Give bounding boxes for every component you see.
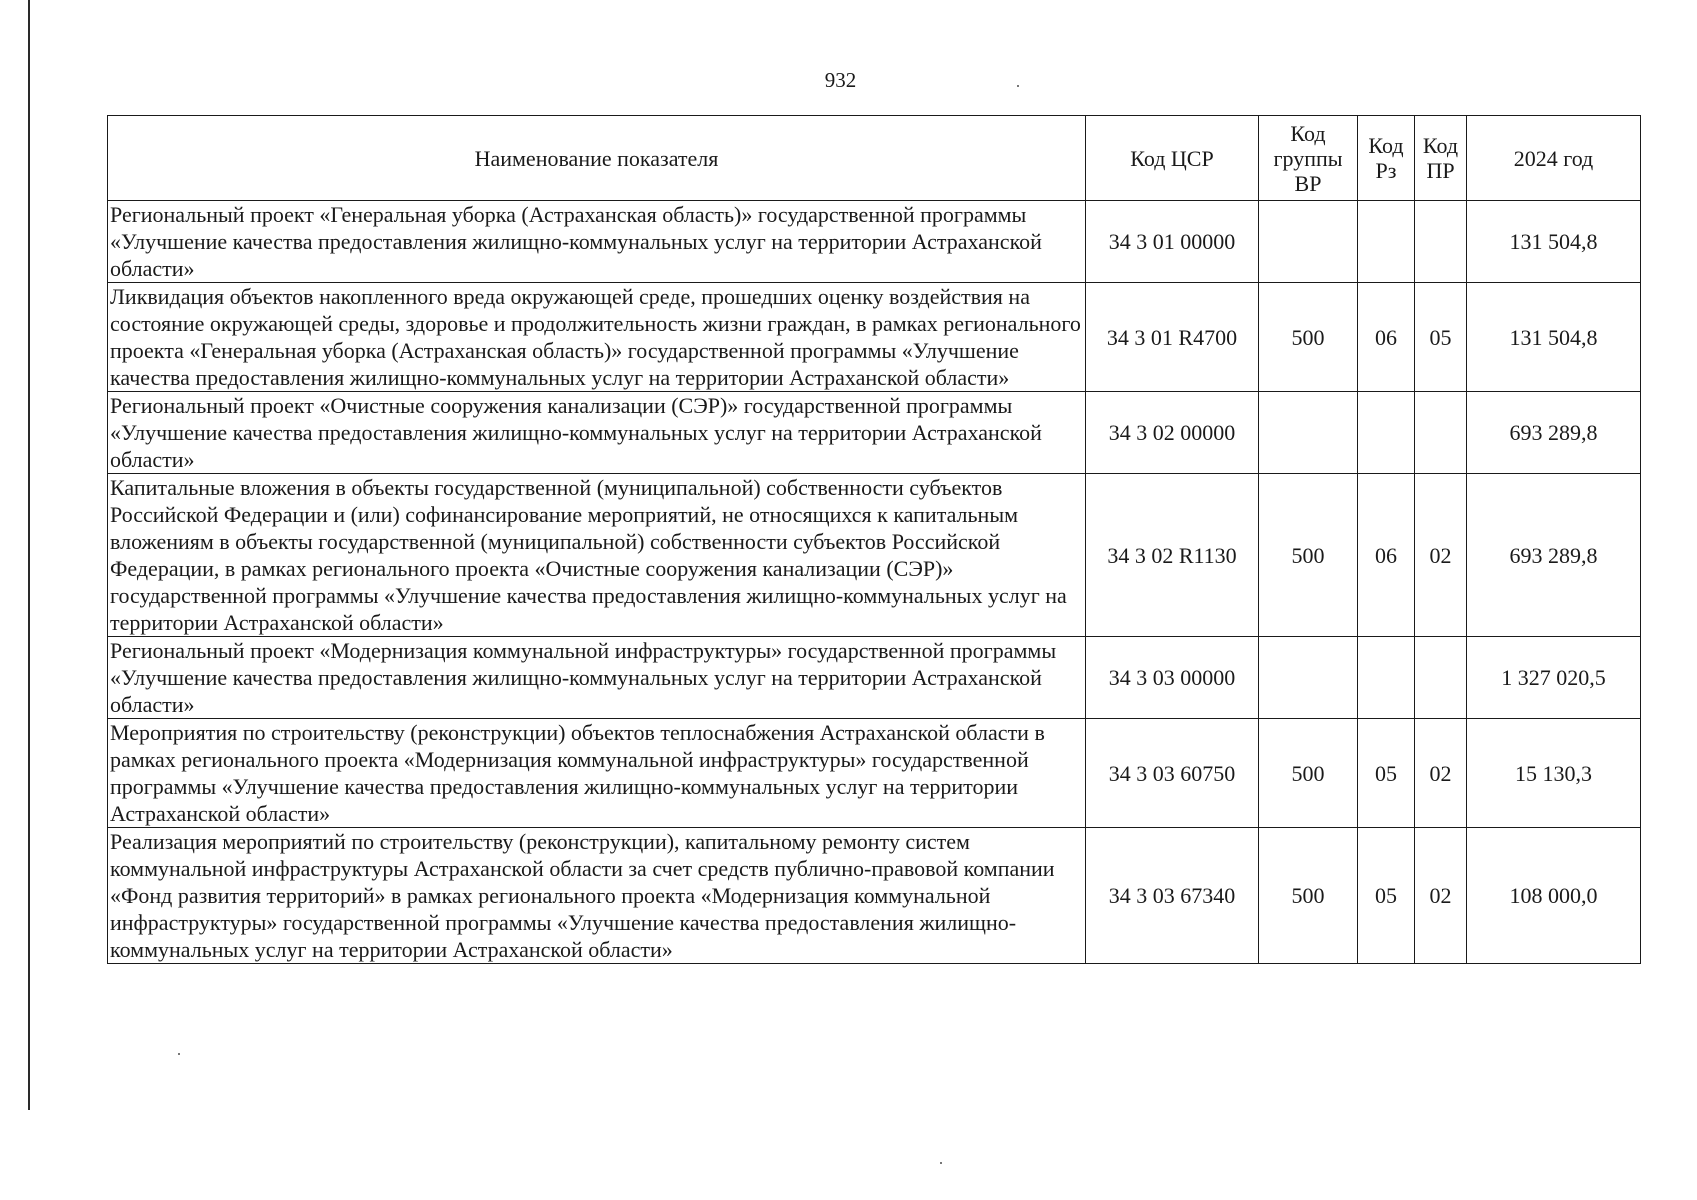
row-pr xyxy=(1415,392,1467,474)
table-row xyxy=(108,828,1641,964)
row-amount: 131 504,8 xyxy=(1467,283,1641,392)
table-row xyxy=(108,719,1641,828)
row-csr: 34 3 01 R4700 xyxy=(1086,283,1259,392)
table-row xyxy=(108,637,1641,719)
page-number: 932 xyxy=(824,68,857,92)
row-amount: 693 289,8 xyxy=(1467,392,1641,474)
budget-table xyxy=(107,115,1641,964)
header-year: 2024 год xyxy=(1467,116,1641,201)
scan-speck xyxy=(940,1162,942,1164)
row-csr: 34 3 03 60750 xyxy=(1086,719,1259,828)
row-csr: 34 3 02 R1130 xyxy=(1086,474,1259,637)
row-vr xyxy=(1259,201,1358,283)
row-rz: 05 xyxy=(1358,719,1415,828)
row-pr xyxy=(1415,637,1467,719)
row-csr: 34 3 03 67340 xyxy=(1086,828,1259,964)
row-amount: 15 130,3 xyxy=(1467,719,1641,828)
row-amount: 108 000,0 xyxy=(1467,828,1641,964)
row-rz: 06 xyxy=(1358,474,1415,637)
row-name: Региональный проект «Модернизация коммунальной инфраструктуры» государственной программы «Улучшение качества предоставления жилищно-коммунальных услуг на территории Астраханской области» xyxy=(108,637,1086,719)
header-name: Наименование показателя xyxy=(108,116,1086,201)
row-vr: 500 xyxy=(1259,474,1358,637)
row-pr: 02 xyxy=(1415,719,1467,828)
header-rz: Код Рз xyxy=(1358,116,1415,201)
row-pr: 05 xyxy=(1415,283,1467,392)
scan-edge-line xyxy=(28,0,30,1110)
row-csr: 34 3 02 00000 xyxy=(1086,392,1259,474)
table-header-row xyxy=(108,116,1641,201)
row-vr: 500 xyxy=(1259,719,1358,828)
row-name: Региональный проект «Генеральная уборка (Астраханская область)» государственной программы «Улучшение качества предоставления жилищно-коммунальных услуг на территории Астраханской области» xyxy=(108,201,1086,283)
table-row xyxy=(108,283,1641,392)
row-csr: 34 3 03 00000 xyxy=(1086,637,1259,719)
row-amount: 131 504,8 xyxy=(1467,201,1641,283)
row-vr xyxy=(1259,637,1358,719)
row-name: Ликвидация объектов накопленного вреда окружающей среде, прошедших оценку воздействия на состояние окружающей среды, здоровье и продолжительность жизни граждан, в рамках регионального проекта «Генеральная уборка (Астраханская область)» государственной программы «Улучшение качества предоставления жилищно-коммунальных услуг на территории Астраханской области» xyxy=(108,283,1086,392)
row-rz xyxy=(1358,637,1415,719)
row-pr: 02 xyxy=(1415,828,1467,964)
table-row xyxy=(108,392,1641,474)
row-amount: 693 289,8 xyxy=(1467,474,1641,637)
row-name: Мероприятия по строительству (реконструкции) объектов теплоснабжения Астраханской области в рамках регионального проекта «Модернизация коммунальной инфраструктуры» государственной программы «Улучшение качества предоставления жилищно-коммунальных услуг на территории Астраханской области» xyxy=(108,719,1086,828)
header-csr: Код ЦСР xyxy=(1086,116,1259,201)
row-name: Региональный проект «Очистные сооружения канализации (СЭР)» государственной программы «Улучшение качества предоставления жилищно-коммунальных услуг на территории Астраханской области» xyxy=(108,392,1086,474)
row-name: Реализация мероприятий по строительству (реконструкции), капитальному ремонту систем коммунальной инфраструктуры Астраханской области за счет средств публично-правовой компании «Фонд развития территорий» в рамках регионального проекта «Модернизация коммунальной инфраструктуры» государственной программы «Улучшение качества предоставления жилищно-коммунальных услуг на территории Астраханской области» xyxy=(108,828,1086,964)
row-csr: 34 3 01 00000 xyxy=(1086,201,1259,283)
scan-speck xyxy=(178,1053,180,1055)
table-row xyxy=(108,474,1641,637)
row-vr xyxy=(1259,392,1358,474)
table-row xyxy=(108,201,1641,283)
row-pr xyxy=(1415,201,1467,283)
header-vr: Код группы ВР xyxy=(1259,116,1358,201)
row-vr: 500 xyxy=(1259,828,1358,964)
row-rz xyxy=(1358,392,1415,474)
row-name: Капитальные вложения в объекты государственной (муниципальной) собственности субъектов Российской Федерации и (или) софинансирование мероприятий, не относящихся к капитальным вложениям в объекты государственной (муниципальной) собственности субъектов Российской Федерации, в рамках регионального проекта «Очистные сооружения канализации (СЭР)» государственной программы «Улучшение качества предоставления жилищно-коммунальных услуг на территории Астраханской области» xyxy=(108,474,1086,637)
row-vr: 500 xyxy=(1259,283,1358,392)
row-rz: 06 xyxy=(1358,283,1415,392)
row-pr: 02 xyxy=(1415,474,1467,637)
row-rz: 05 xyxy=(1358,828,1415,964)
header-pr: Код ПР xyxy=(1415,116,1467,201)
row-amount: 1 327 020,5 xyxy=(1467,637,1641,719)
row-rz xyxy=(1358,201,1415,283)
